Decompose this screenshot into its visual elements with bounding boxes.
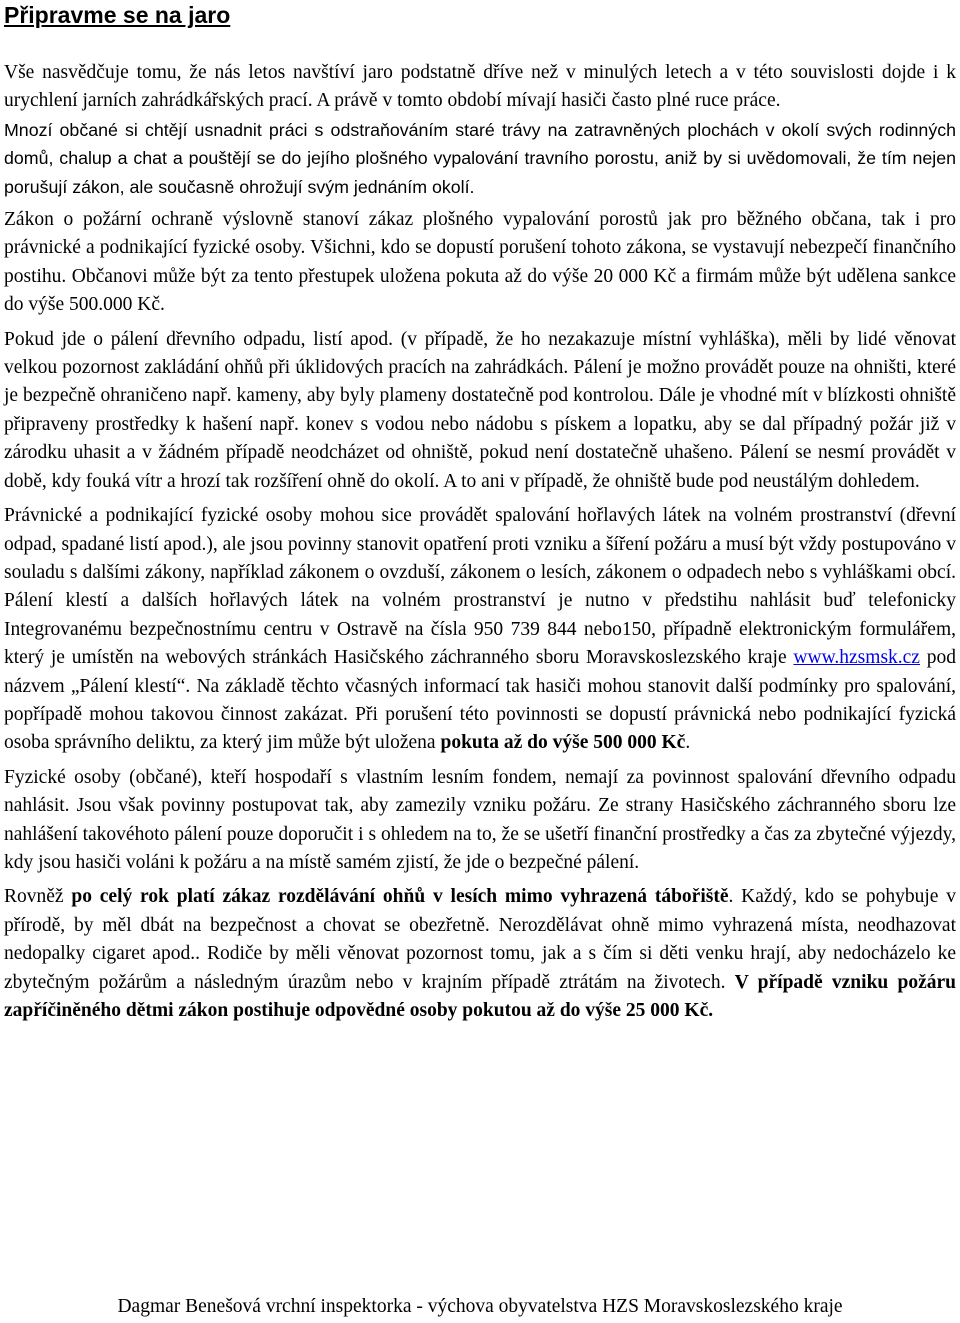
forest-ban-start: Rovněž — [4, 886, 72, 908]
paragraph-legal-entities — [4, 502, 956, 758]
paragraph-fire-law: Zákon o požární ochraně výslovně stanoví zákaz plošného vypalování porostů jak pro běžného občana, tak i pro právnické a podnikající fyzické osoby. Všichni, kdo se dopustí porušení tohoto zákona, se vystavují nebezpečí finančního postihu. Občanovi může být za tento přestupek uložena pokuta až do výše 20 000 Kč a firmám může být udělena sankce do výše 500.000 Kč. — [4, 209, 956, 316]
legal-entities-text-1: Právnické a podnikající fyzické osoby mohou sice provádět spalování hořlavých látek na volném prostranství (dřevní odpad, spadané listí apod.), ale jsou povinny stanovit opatření proti vzniku a šíření požáru a musí být vždy postupováno v souladu s dalšími zákony, například zákonem o ovzduší, zákonem o lesích, zákonem o odpadech nebo s vyhláškami obcí. Pálení klestí a dalších hořlavých látek na volném prostranství je nutno v předstihu nahlásit buď telefonicky Integrovanému bezpečnostnímu centru v Ostravě na čísla 950 739 844 nebo150, případně elektronickým formulářem, který je umístěn na webových stránkách Hasičského záchranného sboru Moravskoslezského kraje — [4, 505, 956, 669]
forest-ban-middle: . Každý, kdo se pohybuje v přírodě, by měl dbát na bezpečnost a chovat se obezřetně. Nerozdělávat ohně mimo vyhrazená místa, neodhazovat nedopalky cigaret apod.. Rodiče by měli věnovat pozornost tomu, jak a s čím si děti venku hrají, aby nedocházelo ke zbytečným požárům a následným úrazům nebo v krajním případě ztrátám na životech. — [4, 886, 956, 993]
footer-author: Dagmar Benešová vrchní inspektorka - výchova obyvatelstva HZS Moravskoslezského kraje — [117, 1296, 843, 1317]
article-title: Připravme se na jaro — [4, 2, 231, 28]
paragraph-burning-waste: Pokud jde o pálení dřevního odpadu, listí apod. (v případě, že ho nezakazuje místní vyhláška), měli by lidé věnovat velkou pozornost zakládání ohňů při úklidových pracích na zahrádkách. Pálení je možno provádět pouze na ohništi, které je bezpečně ohraničeno např. kameny, aby byly plameny dostatečně pod kontrolou. Dále je vhodné mít v blízkosti ohniště připraveny prostředky k hašení např. konev s vodou nebo nádobu s pískem a lopatku, aby se dal případný požár již v zárodku uhasit a v žádném případě neodcházet od ohniště, pokud není dostatečně uhašeno. Pálení se nesmí provádět v době, kdy fouká vítr a hrozí tak rozšíření ohně do okolí. A to ani v případě, že ohniště bude pod neustálým dohledem. — [4, 328, 956, 492]
legal-entities-fine: pokuta až do výše 500 000 Kč — [440, 732, 686, 754]
paragraph-private-owners: Fyzické osoby (občané), kteří hospodaří s vlastním lesním fondem, nemají za povinnost spalování dřevního odpadu nahlásit. Jsou však povinny postupovat tak, aby zamezily vzniku požáru. Ze strany Hasičského záchranného sboru lze nahlášení takovéhoto pálení pouze doporučit i s ohledem na to, že se ušetří finanční prostředky a čas za zbytečné výjezdy, kdy jsou hasiči voláni k požáru a na místě samém zjistí, že jde o bezpečné pálení. — [4, 766, 956, 873]
forest-ban-bold: po celý rok platí zákaz rozdělávání ohňů v lesích mimo vyhrazená tábořiště — [71, 886, 729, 908]
forest-ban-children-fine: V případě vzniku požáru zapříčiněného dětmi zákon postihuje odpovědné osoby pokutou až do výše 25 000 Kč. — [4, 971, 956, 1021]
paragraph-intro: Vše nasvědčuje tomu, že nás letos navštíví jaro podstatně dříve než v minulých letech a v této souvislosti dojde i k urychlení jarních zahrádkářských prací. A právě v tomto období mívají hasiči často plné ruce práce. — [4, 62, 956, 112]
legal-entities-end: . — [685, 732, 691, 754]
document-page — [4, 0, 956, 1025]
hzsmsk-link[interactable]: www.hzsmsk.cz — [793, 647, 920, 669]
legal-entities-text-2: pod názvem „Pálení klestí“. Na základě těchto včasných informací tak hasiči mohou stanovit další podmínky pro spalování, popřípadě mohou takovou činnost zakázat. Při porušení této povinnosti se dopustí právnická nebo podnikající fyzická osoba správního deliktu, za který jim může být uložena — [4, 647, 957, 754]
paragraph-forest-ban — [4, 883, 956, 1025]
paragraph-burning-grass: Mnozí občané si chtějí usnadnit práci s odstraňováním staré trávy na zatravněných plochách v okolí svých rodinných domů, chalup a chat a pouštějí se do jejího plošného vypalování travního porostu, aniž by si uvědomovali, že tím nejen porušují zákon, ale současně ohrožují svým jednáním okolí. — [4, 119, 956, 197]
